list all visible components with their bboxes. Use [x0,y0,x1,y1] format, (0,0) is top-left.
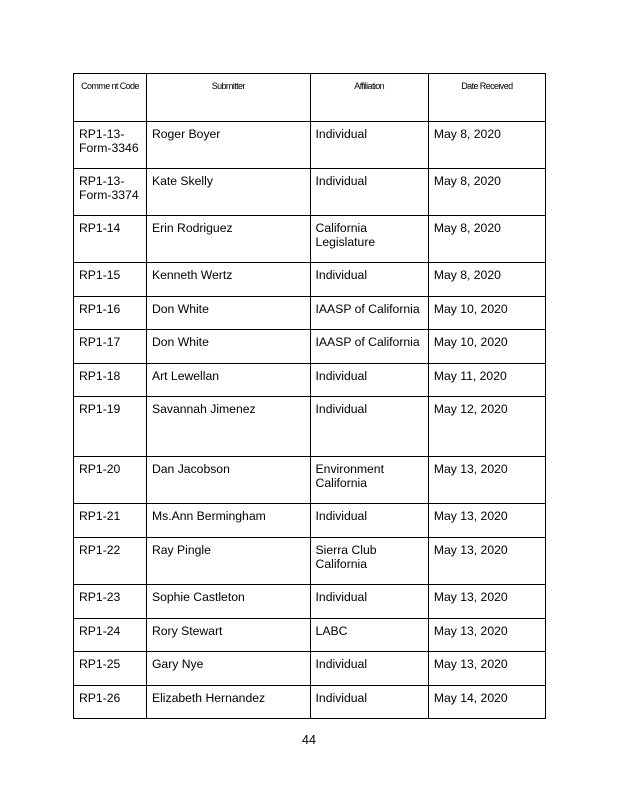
cell-submitter: Don White [146,330,310,364]
cell-comment-code: RP1-24 [74,619,147,652]
cell-date-received: May 13, 2020 [428,652,545,686]
cell-affiliation: Individual [310,585,428,619]
cell-date-received: May 14, 2020 [428,686,545,719]
header-date-received: Date Received [428,74,545,122]
table-row [74,263,546,297]
cell-affiliation: California Legislature [310,216,428,263]
table-row [74,330,546,364]
cell-date-received: May 13, 2020 [428,457,545,504]
cell-comment-code: RP1-16 [74,297,147,330]
cell-comment-code: RP1-18 [74,364,147,397]
page-number: 44 [302,733,316,747]
cell-submitter: Rory Stewart [146,619,310,652]
comments-table [73,73,546,719]
cell-submitter: Sophie Castleton [146,585,310,619]
cell-comment-code: RP1-14 [74,216,147,263]
table-row [74,619,546,652]
table-row [74,585,546,619]
cell-submitter: Don White [146,297,310,330]
cell-date-received: May 13, 2020 [428,538,545,585]
table-row [74,504,546,538]
cell-date-received: May 8, 2020 [428,216,545,263]
cell-affiliation: Sierra Club California [310,538,428,585]
cell-affiliation: Environment California [310,457,428,504]
cell-submitter: Erin Rodriguez [146,216,310,263]
cell-date-received: May 11, 2020 [428,364,545,397]
table-row [74,297,546,330]
cell-affiliation: Individual [310,122,428,169]
cell-comment-code: RP1-26 [74,686,147,719]
cell-affiliation: IAASP of California [310,297,428,330]
cell-submitter: Art Lewellan [146,364,310,397]
cell-comment-code: RP1-25 [74,652,147,686]
cell-affiliation: Individual [310,364,428,397]
cell-submitter: Gary Nye [146,652,310,686]
cell-affiliation: Individual [310,652,428,686]
table-row [74,364,546,397]
cell-submitter: Kate Skelly [146,169,310,216]
cell-date-received: May 12, 2020 [428,397,545,457]
table-row [74,652,546,686]
cell-comment-code: RP1-17 [74,330,147,364]
cell-submitter: Ray Pingle [146,538,310,585]
cell-comment-code: RP1-21 [74,504,147,538]
cell-submitter: Ms.Ann Bermingham [146,504,310,538]
cell-date-received: May 13, 2020 [428,504,545,538]
cell-affiliation: IAASP of California [310,330,428,364]
cell-affiliation: Individual [310,263,428,297]
cell-affiliation: Individual [310,504,428,538]
table-row [74,457,546,504]
cell-affiliation: Individual [310,397,428,457]
table-row [74,169,546,216]
table-row [74,397,546,457]
cell-submitter: Savannah Jimenez [146,397,310,457]
cell-submitter: Kenneth Wertz [146,263,310,297]
header-comment-code: Comme nt Code [74,74,147,122]
cell-affiliation: LABC [310,619,428,652]
header-affiliation: Affiliation [310,74,428,122]
cell-date-received: May 8, 2020 [428,169,545,216]
cell-date-received: May 8, 2020 [428,122,545,169]
cell-date-received: May 10, 2020 [428,297,545,330]
cell-submitter: Roger Boyer [146,122,310,169]
header-submitter: Submitter [146,74,310,122]
table-row [74,686,546,719]
cell-comment-code: RP1-23 [74,585,147,619]
cell-date-received: May 13, 2020 [428,585,545,619]
cell-comment-code: RP1-13-Form-3346 [74,122,147,169]
cell-affiliation: Individual [310,169,428,216]
cell-comment-code: RP1-19 [74,397,147,457]
cell-submitter: Dan Jacobson [146,457,310,504]
cell-date-received: May 8, 2020 [428,263,545,297]
cell-comment-code: RP1-15 [74,263,147,297]
cell-affiliation: Individual [310,686,428,719]
table-row [74,538,546,585]
cell-comment-code: RP1-20 [74,457,147,504]
table-row [74,122,546,169]
table-row [74,216,546,263]
cell-date-received: May 10, 2020 [428,330,545,364]
cell-comment-code: RP1-13-Form-3374 [74,169,147,216]
cell-date-received: May 13, 2020 [428,619,545,652]
table-header-row [74,74,546,122]
cell-comment-code: RP1-22 [74,538,147,585]
cell-submitter: Elizabeth Hernandez [146,686,310,719]
